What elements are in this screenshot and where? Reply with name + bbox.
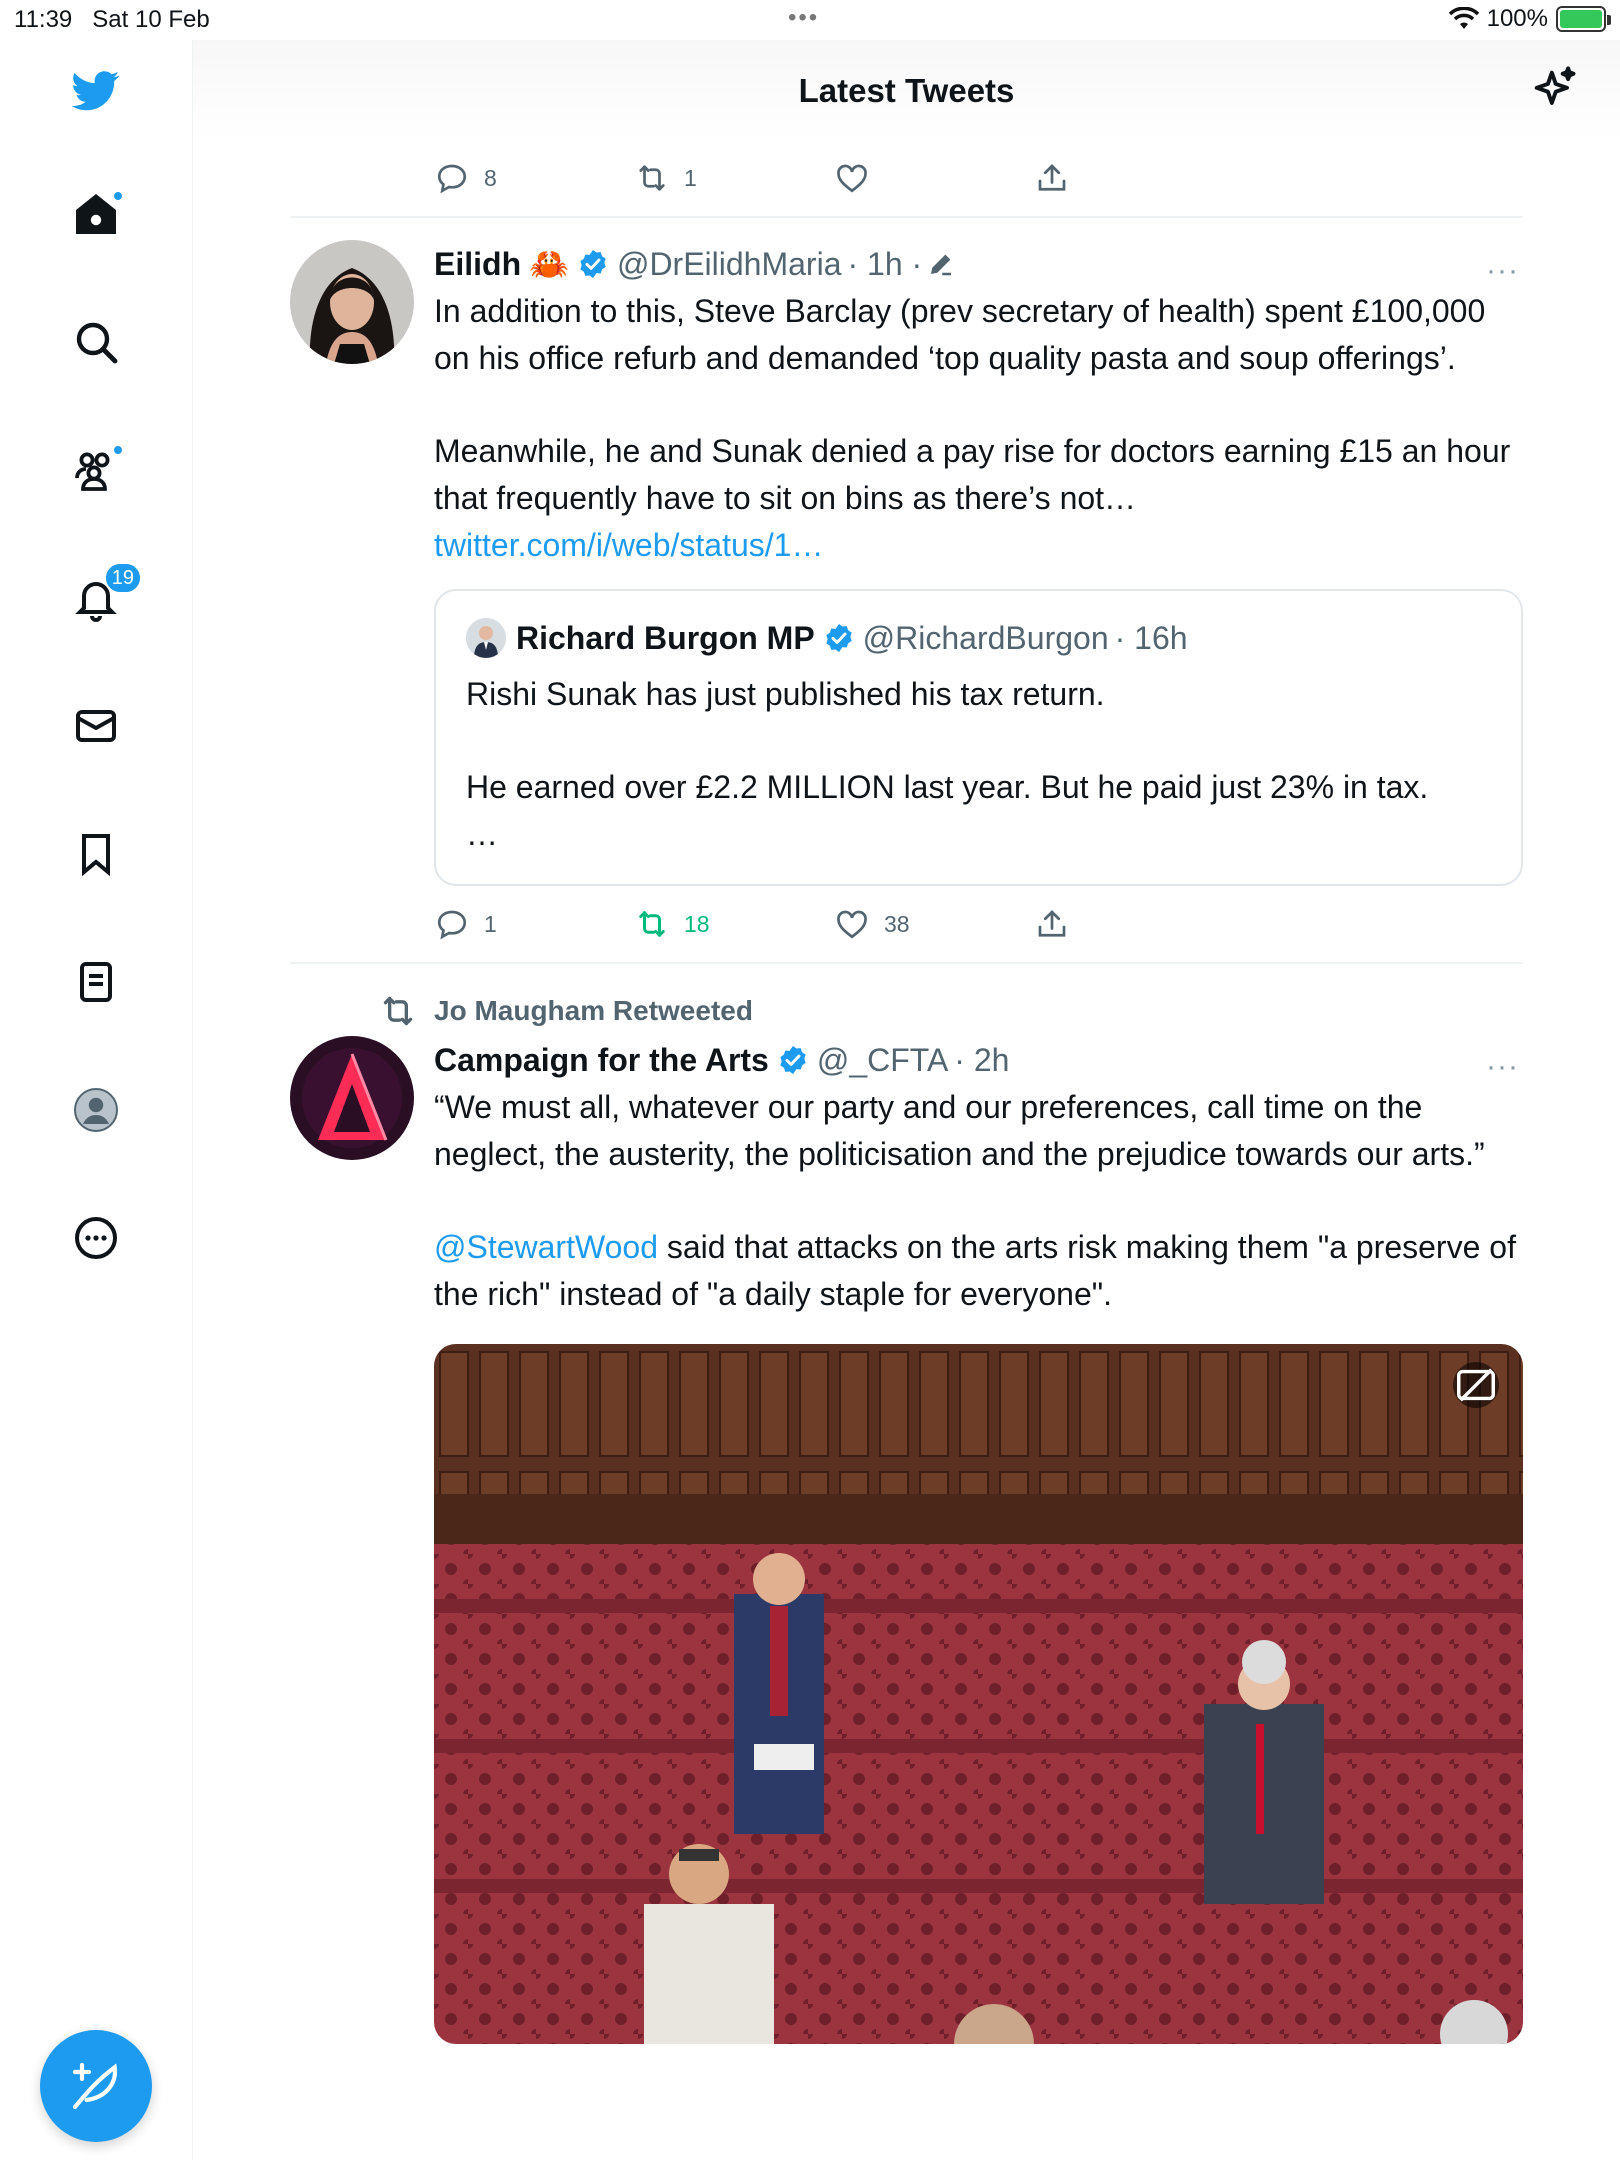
heart-icon [834,906,870,942]
tweet-paragraph: “We must all, whatever our party and our preferences, call time on the neglect, the austerity, the politicisation and the prejudice towards our arts.” [434,1089,1485,1172]
tweet-paragraph: @StewartWood said that attacks on the arts risk making them "a preserve of the rich" instead of "a daily staple for everyone". [434,1229,1516,1312]
retweeted-by-text: Jo Maugham Retweeted [434,995,753,1026]
retweeted-by-line[interactable] [290,986,1523,1036]
tweet-paragraph: Meanwhile, he and Sunak denied a pay rise for doctors earning £15 an hour that frequently have to sit on bins as there’s not… twitter.com/i/web/status/1… [434,433,1511,563]
bookmark-icon[interactable] [66,824,126,884]
verified-badge-icon [823,622,855,654]
reply-icon [434,160,470,196]
verified-badge-icon [577,248,609,280]
share-icon [1034,160,1070,196]
retweet-icon [634,906,670,942]
wifi-icon [1449,7,1479,31]
tweet-feed [290,140,1523,2044]
page-title: Latest Tweets [798,72,1015,109]
notifications-bell-icon[interactable] [66,566,134,628]
like-button[interactable]: 38 [834,906,1034,942]
tweet-text [434,288,1523,569]
reply-button[interactable]: 8 [434,160,634,196]
retweet-button[interactable]: 18 [634,906,834,942]
tweet-header [434,1036,1523,1084]
multitasking-dots[interactable]: ••• [788,4,820,31]
search-icon[interactable] [66,312,126,372]
mention-link[interactable]: @StewartWood [434,1229,658,1265]
like-button[interactable] [834,160,1034,196]
status-bar [0,0,1620,40]
more-options-icon[interactable] [66,1208,126,1268]
quoted-tweet-header [466,615,1491,661]
tweet-time: · 1h · [847,245,923,282]
prev-tweet-actions [290,140,1523,216]
compose-tweet-button[interactable] [40,2030,152,2142]
timeline-header [193,40,1620,140]
sidebar [0,40,193,2160]
quoted-tweet[interactable] [434,589,1523,886]
tweet-more-icon[interactable]: ··· [1486,254,1519,287]
tweet-link[interactable]: twitter.com/i/web/status/1… [434,527,824,563]
battery-icon [1556,6,1606,32]
tweet-campaign-for-the-arts[interactable] [290,1036,1523,2044]
tweet-actions [434,886,1523,962]
tweet-eilidh[interactable] [290,240,1523,962]
author-handle[interactable]: @DrEilidhMaria [616,245,842,282]
quoted-paragraph: Rishi Sunak has just published his tax return. [466,676,1105,712]
reply-button[interactable]: 1 [434,906,634,942]
house-of-lords-video-frame [434,1344,1523,2044]
share-icon [1034,906,1070,942]
tweet-time: · 2h [954,1041,1010,1078]
retweet-icon [378,991,418,1031]
retweet-icon [634,160,670,196]
author-name[interactable]: Eilidh [434,245,522,282]
crab-emoji: 🦀 [529,246,569,282]
heart-icon [834,160,870,196]
avatar-campaign-for-the-arts[interactable] [290,1036,414,1160]
quoted-tweet-time: · 16h [1114,619,1188,656]
quoted-tweet-text [466,671,1491,858]
tweet-more-icon[interactable]: ··· [1486,1050,1519,1083]
messages-envelope-icon[interactable] [66,696,126,756]
battery-percent: 100% [1486,5,1548,32]
verified-badge-icon [777,1044,809,1076]
author-handle[interactable]: @_CFTA [816,1041,949,1078]
edited-pencil-icon[interactable] [926,249,956,279]
tweet-text [434,1084,1523,1318]
reply-icon [434,906,470,942]
status-right [1449,5,1606,33]
share-button[interactable] [1034,160,1234,196]
notifications-badge: 19 [104,562,142,594]
lists-icon[interactable] [66,952,126,1012]
sparkle-icon[interactable] [1528,64,1580,116]
status-date: Sat 10 Feb [92,6,210,33]
compose-feather-icon [68,2058,124,2114]
quoted-ellipsis: … [466,816,498,852]
communities-icon[interactable] [66,440,126,500]
twitter-logo-icon[interactable] [66,60,126,120]
quoted-author-handle[interactable]: @RichardBurgon [862,619,1109,656]
tweet-divider [290,962,1523,964]
avatar-richard-burgon[interactable] [466,618,506,658]
closed-captions-icon[interactable] [1453,1362,1499,1408]
profile-avatar-icon[interactable] [66,1080,126,1140]
tweet-divider [290,216,1523,218]
quoted-author-name[interactable]: Richard Burgon MP [516,619,815,656]
tweet-paragraph: In addition to this, Steve Barclay (prev secretary of health) spent £100,000 on his office refurb and demanded ‘top quality pasta and soup offerings’. [434,293,1486,376]
tweet-video-media[interactable] [434,1344,1523,2044]
author-name[interactable]: Campaign for the Arts [434,1041,769,1078]
share-button[interactable] [1034,906,1234,942]
avatar-eilidh[interactable] [290,240,414,364]
quoted-paragraph: He earned over £2.2 MILLION last year. But he paid just 23% in tax. [466,769,1429,805]
tweet-header [434,240,1523,288]
communities-unread-dot [112,444,124,456]
home-unread-dot [112,190,124,202]
retweet-button[interactable]: 1 [634,160,834,196]
status-time: 11:39 Sat 10 Feb [14,6,210,33]
home-icon[interactable] [66,184,126,244]
